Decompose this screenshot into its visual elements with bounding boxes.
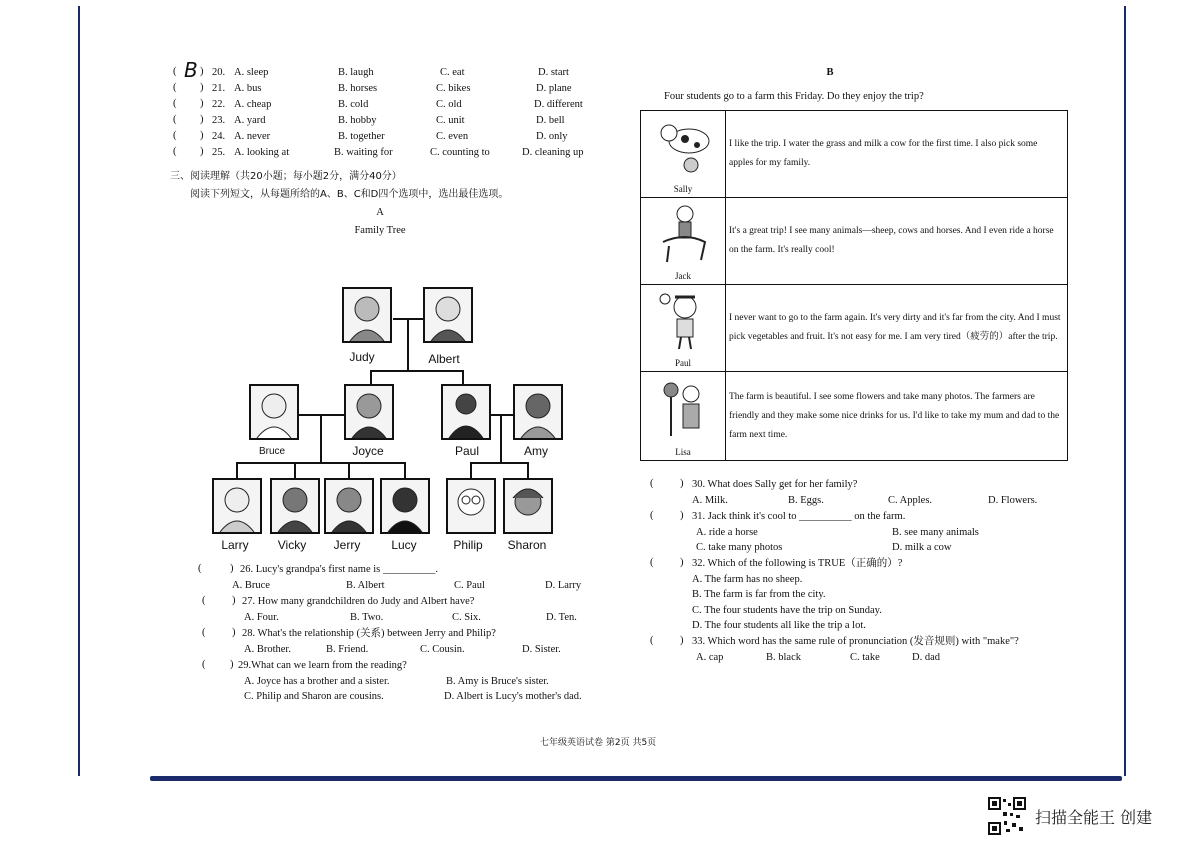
tree-name: Bruce <box>258 446 286 457</box>
student-picture <box>641 372 726 460</box>
tree-name: Sharon <box>507 538 547 552</box>
students-table <box>640 110 1068 461</box>
option-a: A. yard <box>234 115 266 126</box>
question-number: 25. <box>212 147 226 158</box>
option-c: C. Six. <box>452 612 481 623</box>
portrait-judy <box>342 287 392 343</box>
question-stem: 32. Which of the following is TRUE（正确的）? <box>692 558 903 569</box>
page-footer: 七年级英语试卷 第2页 共5页 <box>540 738 657 748</box>
option-a: A. never <box>234 131 271 142</box>
passage-a-label: A <box>376 207 384 218</box>
option-d: D. only <box>536 131 568 142</box>
option-a: A. Bruce <box>232 580 270 591</box>
tree-name: Joyce <box>352 444 384 458</box>
tree-name: Jerry <box>333 538 361 552</box>
option-a: A. bus <box>234 83 262 94</box>
portrait-amy <box>513 384 563 440</box>
cow-icon <box>655 115 713 177</box>
tree-name: Judy <box>349 350 375 364</box>
student-name: Jack <box>675 271 691 281</box>
option-c: C. Cousin. <box>420 644 465 655</box>
tree-connector <box>470 462 528 464</box>
question-stem: 29.What can we learn from the reading? <box>238 660 407 671</box>
portrait-joyce <box>344 384 394 440</box>
question-number: 20. <box>212 67 226 78</box>
tree-name: Larry <box>221 538 249 552</box>
portrait-paul <box>441 384 491 440</box>
option-b: B. Eggs. <box>788 495 824 506</box>
tree-connector <box>370 370 372 384</box>
passage-b-intro: Four students go to a farm this Friday. Do they enjoy the trip? <box>664 91 924 102</box>
student-row <box>641 285 1067 372</box>
question-stem: 27. How many grandchildren do Judy and Albert have? <box>242 596 475 607</box>
option-c: C. even <box>436 131 469 142</box>
option-a: A. The farm has no sheep. <box>692 574 803 585</box>
option-a: A. Milk. <box>692 495 728 506</box>
option-c: C. old <box>436 99 462 110</box>
option-a: A. Four. <box>244 612 279 623</box>
tree-connector <box>470 462 472 478</box>
handwritten-answer: B <box>184 58 198 82</box>
option-b: B. horses <box>338 83 378 94</box>
tree-connector <box>348 462 350 478</box>
tree-connector <box>320 414 322 462</box>
sunflower-icon <box>655 376 713 438</box>
option-b: B. cold <box>338 99 369 110</box>
option-c: C. bikes <box>436 83 471 94</box>
student-picture <box>641 111 726 197</box>
option-d: D. different <box>534 99 583 110</box>
option-d: D. The four students all like the trip a lot. <box>692 620 866 631</box>
option-b: B. together <box>338 131 385 142</box>
option-b: B. Two. <box>350 612 384 623</box>
tree-name: Philip <box>453 538 483 552</box>
question-number: 22. <box>212 99 226 110</box>
student-text: I never want to go to the farm again. It's very dirty and it's far from the city. And I must pick vegetables and fruit. It's not easy for me. I am very tired（疲劳的）after the trip. <box>729 313 1061 342</box>
section-instructions: 阅读下列短文，从每题所给的A、B、C和D四个选项中，选出最佳选项。 <box>190 189 509 200</box>
option-c: C. Apples. <box>888 495 933 506</box>
tree-name: Amy <box>524 444 548 458</box>
option-c: C. counting to <box>430 147 490 158</box>
student-row <box>641 111 1067 198</box>
portrait-jerry <box>324 478 374 534</box>
option-a: A. Joyce has a brother and a sister. <box>244 676 390 687</box>
student-name: Paul <box>674 358 691 368</box>
option-a: A. cap <box>696 652 724 663</box>
option-d: D. cleaning up <box>522 147 584 158</box>
option-d: D. start <box>538 67 569 78</box>
option-a: A. Brother. <box>244 644 291 655</box>
option-a: A. looking at <box>234 147 290 158</box>
student-picture <box>641 198 726 284</box>
option-d: D. plane <box>536 83 572 94</box>
option-b: B. waiting for <box>334 147 393 158</box>
student-picture <box>641 285 726 371</box>
student-text: The farm is beautiful. I see some flowers and take many photos. The farmers are friendly and they make some nice drinks for us. I'd like to take my mum and dad to the farm next time. <box>729 391 1060 440</box>
portrait-bruce <box>249 384 299 440</box>
answer-paren: ( <box>173 66 177 77</box>
student-text: I like the trip. I water the grass and milk a cow for the first time. I also pick some apples for my family. <box>729 139 1038 168</box>
tree-connector <box>236 462 238 478</box>
option-c: C. Paul <box>454 580 485 591</box>
tree-connector <box>404 462 406 478</box>
scanner-brand: 扫描全能王 创建 <box>1035 808 1153 827</box>
section-title: 三、阅读理解（共20小题；每小题2分，满分40分） <box>170 171 402 182</box>
tree-connector <box>370 370 462 372</box>
student-name: Lisa <box>675 447 691 457</box>
option-b: B. hobby <box>338 115 377 126</box>
option-d: D. Ten. <box>546 612 577 623</box>
question-number: 23. <box>212 115 226 126</box>
option-d: D. Albert is Lucy's mother's dad. <box>444 691 582 702</box>
question-stem: 30. What does Sally get for her family? <box>692 479 858 490</box>
student-name: Sally <box>673 184 693 194</box>
option-c: C. unit <box>436 115 465 126</box>
option-d: D. dad <box>912 652 940 663</box>
tree-name: Lucy <box>391 538 417 552</box>
tree-name: Albert <box>428 352 460 366</box>
option-c: C. Philip and Sharon are cousins. <box>244 691 384 702</box>
option-c: C. The four students have the trip on Sunday. <box>692 605 882 616</box>
question-stem: 26. Lucy's grandpa's first name is __________. <box>240 564 439 575</box>
page-bottom-edge <box>150 776 1122 781</box>
tree-connector <box>407 318 409 370</box>
question-number: 21. <box>212 83 226 94</box>
option-b: B. laugh <box>338 67 374 78</box>
tree-connector <box>294 462 296 478</box>
portrait-lucy <box>380 478 430 534</box>
portrait-larry <box>212 478 262 534</box>
option-a: A. sleep <box>234 67 269 78</box>
tree-connector <box>527 462 529 478</box>
option-d: D. Sister. <box>522 644 561 655</box>
option-c: C. take <box>850 652 880 663</box>
option-a: A. cheap <box>234 99 272 110</box>
portrait-philip <box>446 478 496 534</box>
question-stem: 31. Jack think it's cool to __________ on the farm. <box>692 511 906 522</box>
option-d: D. bell <box>536 115 565 126</box>
passage-b-label: B <box>826 67 834 78</box>
question-number: 24. <box>212 131 226 142</box>
student-row <box>641 198 1067 285</box>
question-stem: 28. What's the relationship (关系) between Jerry and Philip? <box>242 628 496 639</box>
tree-name: Vicky <box>277 538 307 552</box>
tree-connector <box>462 370 464 384</box>
option-b: B. see many animals <box>892 527 979 538</box>
passage-a-title: Family Tree <box>354 225 406 236</box>
tree-connector <box>236 462 406 464</box>
portrait-albert <box>423 287 473 343</box>
option-b: B. The farm is far from the city. <box>692 589 826 600</box>
question-stem: 33. Which word has the same rule of pronunciation (发音规则) with "make"? <box>692 636 1019 647</box>
tree-connector <box>500 414 502 462</box>
portrait-sharon <box>503 478 553 534</box>
option-b: B. Albert <box>346 580 385 591</box>
qr-code-icon <box>988 797 1026 835</box>
option-c: C. eat <box>440 67 465 78</box>
option-d: D. Flowers. <box>988 495 1038 506</box>
option-b: B. Friend. <box>326 644 369 655</box>
option-d: D. Larry <box>545 580 582 591</box>
tired-boy-icon <box>655 289 713 351</box>
portrait-vicky <box>270 478 320 534</box>
option-c: C. take many photos <box>696 542 783 553</box>
horse-rider-icon <box>655 202 713 264</box>
student-row <box>641 372 1067 460</box>
option-b: B. Amy is Bruce's sister. <box>446 676 549 687</box>
option-d: D. milk a cow <box>892 542 952 553</box>
tree-name: Paul <box>454 444 480 458</box>
option-a: A. ride a horse <box>696 527 758 538</box>
option-b: B. black <box>766 652 801 663</box>
student-text: It's a great trip! I see many animals—sheep, cows and horses. And I even ride a horse on the farm. It's really cool! <box>729 226 1054 255</box>
